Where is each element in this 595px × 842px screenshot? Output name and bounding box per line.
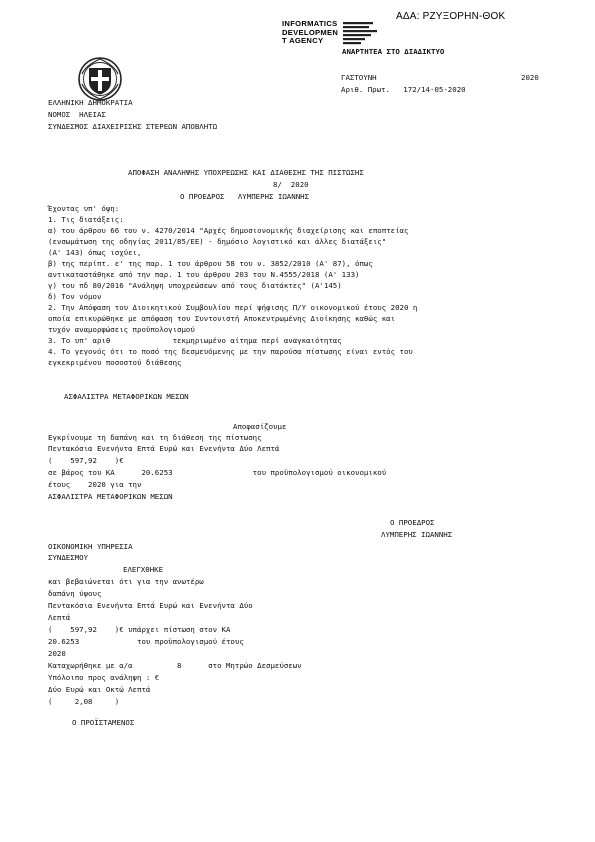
decision-title: ΑΠΟΦΑΣΗ ΑΝΑΛΗΨΗΣ ΥΠΟΧΡΕΩΣΗΣ ΚΑΙ ΔΙΑΘΕΣΗΣ ΤΗΣ ΠΙΣΤΩΣΗΣ	[128, 168, 364, 177]
finance-body-line: Δύο Ευρώ και Οκτώ Λεπτά	[48, 685, 151, 694]
considering-line: (Α' 143) όπως ισχύει,	[48, 248, 142, 257]
agency-logo-mark	[342, 21, 398, 49]
considering-line: 1. Τις διατάξεις:	[48, 215, 124, 224]
finance-line: ΣΥΝΔΕΣΜΟΥ	[48, 553, 89, 562]
agency-line-3: T AGENCY	[282, 36, 324, 46]
org-line-2: ΝΟΜΟΣ ΗΛΕΙΑΣ	[48, 110, 106, 119]
finance-body-line: ( 2,08 )	[48, 697, 120, 706]
considering-line: 3. Το υπ' αριθ τεκμηριωμένο αίτημα περί αναγκαιότητας	[48, 336, 342, 345]
agency-logo-text	[282, 20, 342, 46]
finance-body-line: δαπάνη ύψους	[48, 589, 102, 598]
considering-line: α) του άρθρου 66 του ν. 4270/2014 "Αρχές δημοσιονομικής διαχείρισης και εποπτείας	[48, 226, 409, 235]
finance-body-line: 2020	[48, 649, 66, 658]
decide-heading: Αποφασίζουμε	[233, 422, 287, 431]
greek-emblem-icon	[77, 56, 123, 102]
signature-title: Ο ΠΡΟΕΔΡΟΣ	[390, 518, 435, 527]
decide-line: σε βάρος του ΚΑ 20.6253 του προϋπολογισμού οικονομικού	[48, 468, 387, 477]
decision-number: 8/ 2020	[273, 180, 309, 189]
decide-line: ΑΣΦΑΛΙΣΤΡΑ ΜΕΤΑΦΟΡΙΚΩΝ ΜΕΣΩΝ	[48, 492, 173, 501]
ada-code: ΑΔΑ: ΡΖΥΞΟΡΗΝ-ΘΟΚ	[396, 11, 506, 22]
considering-line: τυχόν αναμορφώσεις προϋπολογισμού	[48, 325, 195, 334]
agency-line-1: INFORMATICS	[282, 19, 338, 28]
finance-line: ΟΙΚΟΝΟΜΙΚΗ ΥΠΗΡΕΣΙΑ	[48, 542, 133, 551]
considering-line: οποία επικυρώθηκε με απόφαση του Συντονιστή Αποκεντρωμένης Διοίκησης καθώς και	[48, 314, 396, 323]
considering-line: γ) του πδ 80/2016 "Ανάληψη υποχρεώσεων από τους διατάκτες" (Α'145)	[48, 281, 342, 290]
finance-body-line: Λεπτά	[48, 613, 71, 622]
considering-line: 4. Το γεγονός ότι το ποσό της δεσμευόμενης με την παρούσα πίστωσης είναι εντός του	[48, 347, 413, 356]
subject: ΑΣΦΑΛΙΣΤΡΑ ΜΕΤΑΦΟΡΙΚΩΝ ΜΕΣΩΝ	[64, 392, 189, 401]
org-line-3: ΣΥΝΔΕΣΜΟΣ ΔΙΑΧΕΙΡΙΣΗΣ ΣΤΕΡΕΩΝ ΑΠΟΒΛΗΤΩ	[48, 122, 218, 131]
finance-body-line: Καταχωρήθηκε με α/α 8 στο Μητρώο Δεσμεύσεων	[48, 661, 302, 670]
considering-line: δ) Τον νόμον	[48, 292, 102, 301]
decide-line: έτους 2020 για την	[48, 480, 142, 489]
finance-body-line: και βεβαιώνεται ότι για την ανωτέρω	[48, 577, 204, 586]
agency-line-2: DEVELOPMEN	[282, 27, 339, 37]
decide-line: Εγκρίνουμε τη δαπάνη και τη διάθεση της πίστωσης	[48, 433, 262, 442]
finance-body-line: 20.6253 του προϋπολογισμού έτους	[48, 637, 244, 646]
finance-checked: ΕΛΕΓΧΘΗΚΕ	[123, 565, 164, 574]
considering-line: (ενσωμάτωση της οδηγίας 2011/85/ΕΕ) - δημόσιο λογιστικό και άλλες διατάξεις"	[48, 237, 387, 246]
decide-line: ( 597,92 )€	[48, 456, 124, 465]
decision-president: Ο ΠΡΟΕΔΡΟΣ ΛΥΜΠΕΡΗΣ ΙΩΑΝΝΗΣ	[180, 192, 310, 201]
place: ΓΑΣΤΟΥΝΗ	[341, 73, 377, 82]
considering-line: εγκεκριμένου ποσοστού διάθεσης	[48, 358, 182, 367]
finance-body-line: Πεντακόσια Ενενήντα Επτά Ευρώ και Ενενήντα Δύο	[48, 601, 253, 610]
signature-name: ΛΥΜΠΕΡΗΣ ΙΩΑΝΝΗΣ	[381, 530, 453, 539]
considering-line: Έχοντας υπ' όψη:	[48, 204, 120, 213]
year: 2020	[521, 73, 539, 82]
finance-body-line: Υπόλοιπο προς ανάληψη : €	[48, 673, 160, 682]
considering-line: 2. Την Απόφαση του Διοικητικού Συμβουλίου περί ψήφισης Π/Υ οικονομικού έτους 2020 η	[48, 303, 418, 312]
protocol-number: Αριθ. Πρωτ. 172/14-05-2020	[341, 85, 466, 94]
considering-line: αντικαταστάθηκε από την παρ. 1 του άρθρου 203 του Ν.4555/2018 (Α' 133)	[48, 270, 360, 279]
considering-line: β) της περίπτ. ε' της παρ. 1 του άρθρου 58 του ν. 3852/2010 (Α' 87), όπως	[48, 259, 373, 268]
head-of-finance: Ο ΠΡΟΪΣΤΑΜΕΝΟΣ	[72, 718, 135, 727]
finance-body-line: ( 597,92 )€ υπάρχει πίστωση στον ΚΑ	[48, 625, 231, 634]
decide-line: Πεντακόσια Ενενήντα Επτά Ευρώ και Ενενήντα Δύο Λεπτά	[48, 444, 280, 453]
posted-online-label: ΑΝΑΡΤΗΤΕΑ ΣΤΟ ΔΙΑΔΙΚΤΥΟ	[342, 47, 445, 56]
org-line-1: ΕΛΛΗΝΙΚΗ ΔΗΜΟΚΡΑΤΙΑ	[48, 98, 133, 107]
